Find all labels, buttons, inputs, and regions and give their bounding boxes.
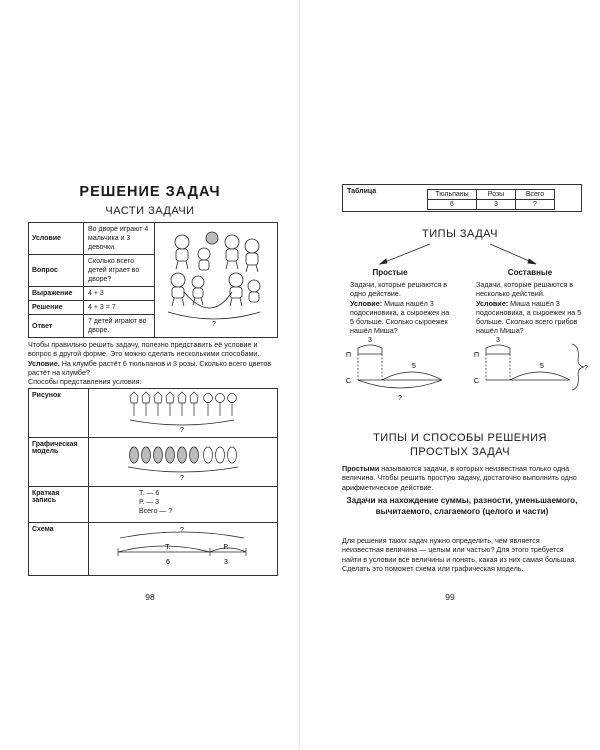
methods-title-line2: ПРОСТЫХ ЗАДАЧ	[409, 446, 511, 458]
right-page	[300, 0, 600, 750]
method-label-picture: Рисунок	[29, 389, 89, 438]
picture-cell	[89, 389, 278, 438]
children-playing-illustration	[156, 224, 274, 328]
simple-def-text: называются задачи, в которых неизвестная только одна величина. Чтобы решить простую задачу, достаточно выполнить одно арифметическое действие.	[342, 464, 577, 492]
condition-label: Условие.	[28, 358, 60, 368]
table-header: Розы	[477, 190, 516, 200]
table-cell: 6	[428, 200, 477, 210]
simple-label-c: С	[346, 378, 352, 385]
compound-text: Задачи, которые решаются в несколько действий.	[476, 280, 574, 299]
methods-title-line1: ТИПЫ И СПОСОБЫ РЕШЕНИЯ	[373, 432, 547, 444]
simple-label-five: 5	[412, 363, 416, 370]
scheme-label-t: Т.	[165, 544, 171, 551]
section-subtitle: ЧАСТИ ЗАДАЧИ	[105, 205, 195, 217]
children-illustration-cell	[155, 223, 278, 338]
part-label: Выражение	[29, 287, 84, 301]
picture-question-mark: ?	[180, 427, 184, 434]
page-number-right: 99	[445, 592, 455, 602]
flowers-table	[427, 189, 555, 210]
method-label-scheme: Схема	[29, 523, 89, 576]
compound-description	[476, 280, 584, 336]
simple-cond: Миша нашёл 3 подосиновика, а сыроежек на 5 больше. Сколько сыроежек нашёл Миша?	[350, 298, 450, 336]
simple-text: Задачи, которые решаются в одно действие.	[350, 280, 448, 299]
part-value: 7 детей играют во дворе.	[84, 315, 155, 338]
roses	[204, 394, 237, 417]
task-parts-table	[28, 222, 278, 338]
compound-label-five: 5	[540, 363, 544, 370]
table-header: Всего	[516, 190, 555, 200]
tulips	[130, 392, 198, 416]
simple-definition	[342, 464, 582, 492]
page-number-left: 98	[145, 592, 155, 602]
page-title: РЕШЕНИЕ ЗАДАЧ	[79, 184, 221, 200]
model-question-mark: ?	[180, 475, 184, 482]
compound-label-q: ?	[584, 365, 588, 372]
simple-label-three: 3	[368, 337, 372, 344]
scheme-label-six: 6	[166, 559, 170, 566]
compound-cond: Миша нашёл 3 подосиновика, а сыроежек на 5 больше. Сколько всего грибов нашёл Миша?	[476, 298, 582, 336]
simple-def-bold: Простыми	[342, 464, 380, 473]
scheme-label-r: Р.	[223, 544, 229, 551]
part-value: Во дворе играют 4 мальчика и 3 девочки.	[84, 223, 155, 255]
types-title: ТИПЫ ЗАДАЧ	[422, 228, 498, 240]
section-text: Для решения таких задач нужно определить, чем является неизвестная величина — целым или частью? Для этого требуется найти в условии все величины и понять, какая из них самая большая. Сделать это поможет схема или графическая модель.	[342, 536, 577, 573]
compound-heading: Составные	[507, 268, 553, 277]
compound-label-p: П	[474, 352, 480, 359]
compound-label-c: С	[474, 378, 480, 385]
part-label: Ответ	[29, 315, 84, 338]
simple-diagram	[338, 336, 458, 408]
part-label: Решение	[29, 301, 84, 315]
short-line: Т. — 6	[139, 490, 160, 497]
intro-text: Чтобы правильно решить задачу, полезно представить её условие и вопрос в другой форме. Это можно сделать несколькими способами.	[28, 340, 260, 359]
scheme-label-three: 3	[224, 559, 228, 566]
compound-diagram	[466, 336, 590, 408]
methods-table	[28, 388, 278, 576]
scheme-question-mark: ?	[180, 527, 184, 534]
part-label: Условие	[29, 223, 84, 255]
short-line: Р. — 3	[139, 499, 160, 506]
methods-intro: Способы представления условия:	[28, 377, 142, 387]
compound-cond-label: Условие:	[476, 298, 509, 308]
flowers-picture	[90, 390, 276, 434]
table-cell: ?	[516, 200, 555, 210]
method-label-short: Краткая запись	[29, 487, 89, 523]
ovals-model	[90, 439, 276, 483]
model-cell	[89, 438, 278, 487]
part-value: 4 + 3	[84, 287, 155, 301]
table-cell: 3	[477, 200, 516, 210]
segment-scheme	[90, 524, 276, 572]
short-record-cell	[89, 487, 278, 523]
compound-label-three: 3	[496, 337, 500, 344]
table-example-label: Таблица	[347, 188, 377, 195]
part-value: Сколько всего детей играет во дворе?	[84, 255, 155, 287]
simple-label-p: П	[346, 352, 352, 359]
simple-label-q: ?	[398, 395, 402, 402]
simple-heading: Простые	[372, 268, 408, 277]
scheme-cell	[89, 523, 278, 576]
condition-text: На клумбе растёт 6 тюльпанов и 3 розы. Сколько всего цветов растёт на клумбе?	[28, 358, 272, 377]
section-heading: Задачи на нахождение суммы, разности, уменьшаемого, вычитаемого, слагаемого (целого и части)	[346, 496, 578, 516]
types-branch-lines	[300, 240, 600, 270]
simple-description	[350, 280, 452, 336]
simple-cond-label: Условие:	[350, 298, 383, 308]
table-header: Тюльпаны	[428, 190, 477, 200]
table-example-box	[342, 184, 582, 212]
intro-paragraph	[28, 340, 278, 386]
method-label-model: Графическая модель	[29, 438, 89, 487]
short-line: Всего — ?	[139, 508, 173, 515]
question-mark: ?	[212, 321, 216, 328]
part-label: Вопрос	[29, 255, 84, 287]
part-value: 4 + 3 = 7	[84, 301, 155, 315]
